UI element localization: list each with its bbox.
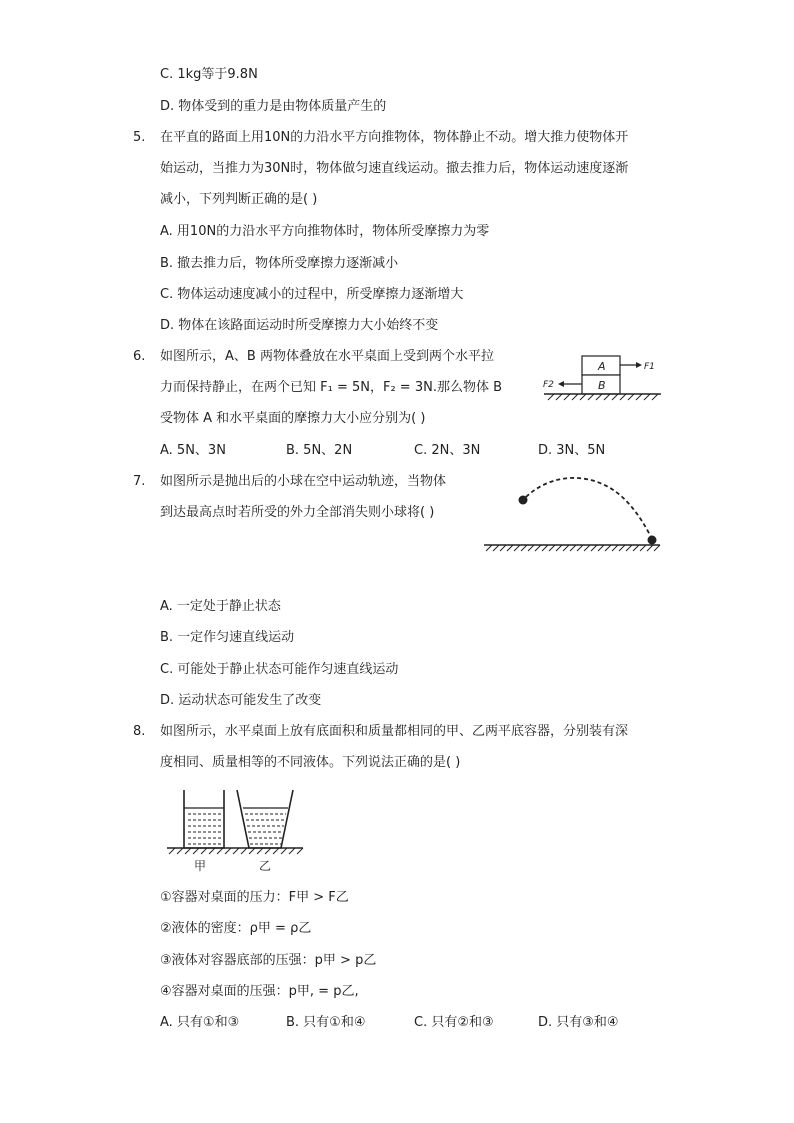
q8-option-c: C. 只有②和③ xyxy=(414,1015,494,1030)
liquid-yi-dashes xyxy=(245,814,286,844)
q8-stem-line1: 如图所示，水平桌面上放有底面积和质量都相同的甲、乙两平底容器，分别装有深 xyxy=(160,724,629,739)
q6-stem-line3: 受物体 A 和水平桌面的摩擦力大小应分别为( ) xyxy=(160,411,426,426)
q8-option-d: D. 只有③和④ xyxy=(538,1015,619,1030)
table-hatching xyxy=(169,848,303,854)
label-yi: 乙 xyxy=(259,859,272,873)
q5-option-d: D. 物体在该路面运动时所受摩擦力大小始终不变 xyxy=(160,318,439,333)
q7-trajectory-figure xyxy=(480,470,665,560)
q5-stem-line1: 在平直的路面上用10N的力沿水平方向推物体，物体静止不动。增大推力使物体开 xyxy=(160,130,629,145)
q7-option-c: C. 可能处于静止状态可能作匀速直线运动 xyxy=(160,662,399,677)
q5-stem-line3: 减小，下列判断正确的是( ) xyxy=(160,192,318,207)
q8-statement-3: ③液体对容器底部的压强：p甲 > p乙 xyxy=(160,953,377,968)
label-jia: 甲 xyxy=(194,859,207,873)
ground-hatching xyxy=(486,545,660,551)
q7-option-d: D. 运动状态可能发生了改变 xyxy=(160,693,322,708)
q6-number: 6. xyxy=(133,349,146,364)
q8-statement-4: ④容器对桌面的压强：p甲, = p乙, xyxy=(160,984,359,999)
f1-label: F1 xyxy=(644,362,655,372)
q8-option-b: B. 只有①和④ xyxy=(286,1015,366,1030)
q4-option-c: C. 1kg等于9.8N xyxy=(160,67,258,82)
q5-option-c: C. 物体运动速度减小的过程中，所受摩擦力逐渐增大 xyxy=(160,287,464,302)
q8-statement-2: ②液体的密度：ρ甲 = ρ乙 xyxy=(160,921,312,936)
q6-stem-line2: 力而保持静止，在两个已知 F₁ = 5N，F₂ = 3N.那么物体 B xyxy=(160,380,502,395)
f2-label: F2 xyxy=(543,380,554,390)
q8-option-a: A. 只有①和③ xyxy=(160,1015,240,1030)
q8-statement-1: ①容器对桌面的压力：F甲 > F乙 xyxy=(160,890,349,905)
q7-option-b: B. 一定作匀速直线运动 xyxy=(160,630,295,645)
q7-option-a: A. 一定处于静止状态 xyxy=(160,599,281,614)
f2-arrowhead xyxy=(558,381,564,387)
q8-number: 8. xyxy=(133,724,146,739)
trajectory-curve xyxy=(526,478,652,539)
container-yi xyxy=(237,790,293,848)
q6-stem-line1: 如图所示，A、B 两物体叠放在水平桌面上受到两个水平拉 xyxy=(160,349,494,364)
block-b-label: B xyxy=(598,379,606,392)
q6-option-a: A. 5N、3N xyxy=(160,443,226,458)
block-a-label: A xyxy=(598,360,606,373)
q8-containers-figure xyxy=(163,786,308,876)
table-hatching xyxy=(548,394,658,400)
q5-option-b: B. 撤去推力后，物体所受摩擦力逐渐减小 xyxy=(160,256,399,271)
q5-stem-line2: 始运动，当推力为30N时，物体做匀速直线运动。撤去推力后，物体运动速度逐渐 xyxy=(160,161,629,176)
q6-option-d: D. 3N、5N xyxy=(538,443,606,458)
q7-stem-line1: 如图所示是抛出后的小球在空中运动轨迹，当物体 xyxy=(160,474,447,489)
q6-option-c: C. 2N、3N xyxy=(414,443,481,458)
q5-number: 5. xyxy=(133,130,146,145)
q8-stem-line2: 度相同、质量相等的不同液体。下列说法正确的是( ) xyxy=(160,755,461,770)
q7-stem-line2: 到达最高点时若所受的外力全部消失则小球将( ) xyxy=(160,505,435,520)
q7-number: 7. xyxy=(133,474,146,489)
q6-option-b: B. 5N、2N xyxy=(286,443,353,458)
ball-end xyxy=(648,536,657,545)
f1-arrowhead xyxy=(636,362,642,368)
q6-blocks-figure xyxy=(540,350,665,410)
q4-option-d: D. 物体受到的重力是由物体质量产生的 xyxy=(160,99,387,114)
q5-option-a: A. 用10N的力沿水平方向推物体时，物体所受摩擦力为零 xyxy=(160,224,490,239)
